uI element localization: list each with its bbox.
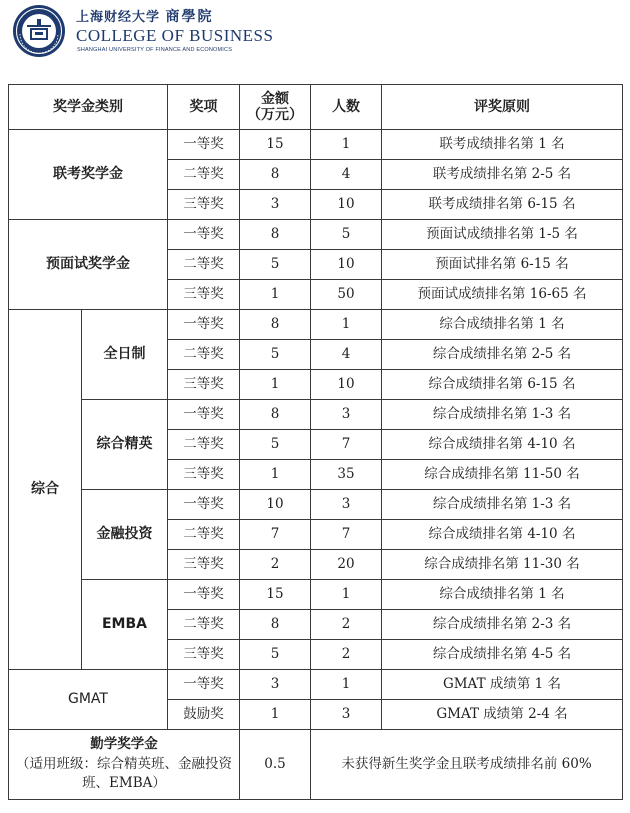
count-cell: 2	[311, 640, 382, 670]
award-cell: 三等奖	[168, 190, 240, 220]
award-cell: 二等奖	[168, 250, 240, 280]
award-cell: 一等奖	[168, 130, 240, 160]
table-row	[9, 730, 623, 800]
rule-cell: GMAT 成绩第 2-4 名	[382, 700, 623, 730]
rule-cell: 综合成绩排名第 6-15 名	[382, 370, 623, 400]
header-amount-text	[247, 91, 303, 123]
table-header-row	[9, 85, 623, 130]
category-cell	[9, 730, 240, 800]
amount-cell: 8	[240, 160, 311, 190]
header-amount-line: 金额	[261, 90, 289, 107]
header-amount	[240, 85, 311, 130]
subcategory-cell: 金融投资	[82, 490, 168, 580]
rule-cell: 综合成绩排名第 11-30 名	[382, 550, 623, 580]
count-cell: 4	[311, 340, 382, 370]
diligence-title: 勤学奖学金	[90, 736, 158, 753]
count-cell: 10	[311, 190, 382, 220]
university-name-cn: 上海财经大学	[76, 10, 161, 25]
rule-cell: GMAT 成绩第 1 名	[382, 670, 623, 700]
amount-cell: 1	[240, 460, 311, 490]
award-cell: 二等奖	[168, 340, 240, 370]
amount-cell: 1	[240, 700, 311, 730]
category-cell: 综合	[9, 310, 82, 670]
award-cell: 一等奖	[168, 310, 240, 340]
amount-cell: 7	[240, 520, 311, 550]
count-cell: 7	[311, 430, 382, 460]
subcategory-cell: 全日制	[82, 310, 168, 400]
count-cell: 50	[311, 280, 382, 310]
rule-cell: 综合成绩排名第 1 名	[382, 580, 623, 610]
category-cell: GMAT	[9, 670, 168, 730]
amount-cell: 5	[240, 250, 311, 280]
amount-cell: 1	[240, 280, 311, 310]
scholarship-table	[8, 84, 623, 800]
college-name-en: COLLEGE OF BUSINESS	[76, 26, 274, 45]
amount-cell: 2	[240, 550, 311, 580]
award-cell: 三等奖	[168, 280, 240, 310]
award-cell: 鼓励奖	[168, 700, 240, 730]
award-cell: 三等奖	[168, 640, 240, 670]
amount-cell: 1	[240, 370, 311, 400]
rule-cell: 预面试排名第 6-15 名	[382, 250, 623, 280]
amount-cell: 0.5	[240, 730, 311, 800]
university-name-en: SHANGHAI UNIVERSITY OF FINANCE AND ECONOMICS	[77, 47, 233, 53]
count-cell: 3	[311, 400, 382, 430]
award-cell: 二等奖	[168, 610, 240, 640]
award-cell: 一等奖	[168, 400, 240, 430]
award-cell: 一等奖	[168, 580, 240, 610]
rule-cell: 未获得新生奖学金且联考成绩排名前 60%	[311, 730, 623, 800]
amount-cell: 5	[240, 640, 311, 670]
header-rule: 评奖原则	[382, 85, 623, 130]
rule-cell: 综合成绩排名第 4-10 名	[382, 430, 623, 460]
brand-chinese	[76, 6, 214, 26]
rule-cell: 联考成绩排名第 2-5 名	[382, 160, 623, 190]
award-cell: 二等奖	[168, 430, 240, 460]
header-amount-line: （万元）	[247, 107, 303, 123]
table-row	[9, 670, 623, 700]
category-cell: 联考奖学金	[9, 130, 168, 220]
count-cell: 7	[311, 520, 382, 550]
table-row	[9, 130, 623, 160]
table-row	[9, 310, 623, 340]
rule-cell: 综合成绩排名第 1 名	[382, 310, 623, 340]
amount-cell: 8	[240, 310, 311, 340]
page-header	[0, 0, 630, 62]
count-cell: 10	[311, 370, 382, 400]
rule-cell: 联考成绩排名第 1 名	[382, 130, 623, 160]
rule-cell: 综合成绩排名第 11-50 名	[382, 460, 623, 490]
rule-cell: 综合成绩排名第 4-10 名	[382, 520, 623, 550]
amount-cell: 8	[240, 610, 311, 640]
count-cell: 3	[311, 700, 382, 730]
award-cell: 三等奖	[168, 370, 240, 400]
award-cell: 三等奖	[168, 460, 240, 490]
amount-cell: 15	[240, 130, 311, 160]
count-cell: 20	[311, 550, 382, 580]
award-cell: 一等奖	[168, 220, 240, 250]
count-cell: 10	[311, 250, 382, 280]
university-seal-logo	[12, 4, 66, 58]
header-award: 奖项	[168, 85, 240, 130]
amount-cell: 5	[240, 430, 311, 460]
amount-cell: 10	[240, 490, 311, 520]
rule-cell: 综合成绩排名第 4-5 名	[382, 640, 623, 670]
rule-cell: 综合成绩排名第 2-5 名	[382, 340, 623, 370]
rule-cell: 综合成绩排名第 2-3 名	[382, 610, 623, 640]
subcategory-cell: EMBA	[82, 580, 168, 670]
rule-cell: 预面试成绩排名第 1-5 名	[382, 220, 623, 250]
count-cell: 5	[311, 220, 382, 250]
count-cell: 1	[311, 670, 382, 700]
count-cell: 4	[311, 160, 382, 190]
header-count: 人数	[311, 85, 382, 130]
amount-cell: 8	[240, 220, 311, 250]
subcategory-cell: 综合精英	[82, 400, 168, 490]
rule-cell: 综合成绩排名第 1-3 名	[382, 400, 623, 430]
amount-cell: 5	[240, 340, 311, 370]
count-cell: 1	[311, 580, 382, 610]
award-cell: 一等奖	[168, 670, 240, 700]
table-row	[9, 400, 623, 430]
rule-cell: 联考成绩排名第 6-15 名	[382, 190, 623, 220]
rule-cell: 综合成绩排名第 1-3 名	[382, 490, 623, 520]
diligence-note: （适用班级：综合精英班、金融投资班、EMBA）	[16, 755, 232, 792]
table-row	[9, 580, 623, 610]
award-cell: 二等奖	[168, 520, 240, 550]
award-cell: 二等奖	[168, 160, 240, 190]
rule-cell: 预面试成绩排名第 16-65 名	[382, 280, 623, 310]
table-row	[9, 220, 623, 250]
count-cell: 1	[311, 310, 382, 340]
award-cell: 一等奖	[168, 490, 240, 520]
header-category: 奖学金类别	[9, 85, 168, 130]
amount-cell: 3	[240, 190, 311, 220]
amount-cell: 8	[240, 400, 311, 430]
count-cell: 35	[311, 460, 382, 490]
school-name-cn: 商學院	[165, 9, 214, 25]
category-cell: 预面试奖学金	[9, 220, 168, 310]
table-row	[9, 490, 623, 520]
count-cell: 1	[311, 130, 382, 160]
award-cell: 三等奖	[168, 550, 240, 580]
count-cell: 3	[311, 490, 382, 520]
amount-cell: 3	[240, 670, 311, 700]
amount-cell: 15	[240, 580, 311, 610]
count-cell: 2	[311, 610, 382, 640]
